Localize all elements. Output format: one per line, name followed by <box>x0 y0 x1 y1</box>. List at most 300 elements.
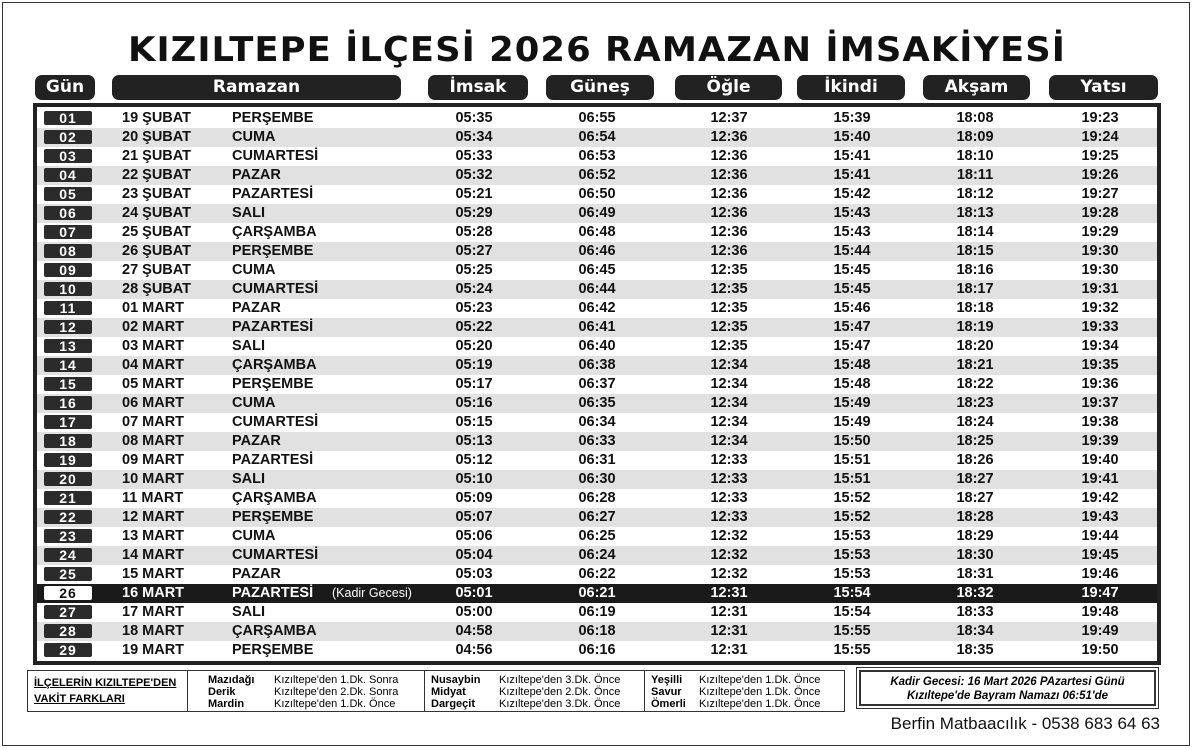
aksam-time: 18:33 <box>956 604 994 620</box>
yatsi-time: 19:34 <box>1081 338 1119 354</box>
page-title: KIZILTEPE İLÇESİ 2026 RAMAZAN İMSAKİYESİ <box>128 30 1066 70</box>
yatsi-time: 19:42 <box>1081 490 1119 506</box>
imsak-time: 05:24 <box>455 281 493 297</box>
ikindi-time: 15:44 <box>833 243 871 259</box>
row-weekday: PAZAR <box>232 167 281 183</box>
ikindi-time: 15:45 <box>833 262 871 278</box>
gunes-time: 06:25 <box>578 528 616 544</box>
imsak-time: 04:58 <box>455 623 493 639</box>
gunes-time: 06:19 <box>578 604 616 620</box>
row-weekday: CUMA <box>232 262 276 278</box>
diff-value: Kızıltepe'den 1.Dk. Önce <box>699 674 821 686</box>
yatsi-time: 19:48 <box>1081 604 1119 620</box>
day-number: 11 <box>44 301 92 315</box>
gunes-time: 06:34 <box>578 414 616 430</box>
ikindi-time: 15:40 <box>833 129 871 145</box>
ikindi-time: 15:49 <box>833 395 871 411</box>
imsak-time: 05:35 <box>455 110 493 126</box>
imsak-time: 05:17 <box>455 376 493 392</box>
diff-row <box>431 686 620 698</box>
ikindi-time: 15:54 <box>833 604 871 620</box>
row-weekday: PERŞEMBE <box>232 110 314 126</box>
diff-town: Mazıdağı <box>208 674 255 686</box>
table-row <box>37 299 1157 318</box>
imsak-time: 05:07 <box>455 509 493 525</box>
row-date: 05 MART <box>122 376 185 392</box>
table-row <box>37 603 1157 622</box>
ogle-time: 12:35 <box>710 281 748 297</box>
ikindi-time: 15:48 <box>833 357 871 373</box>
row-date: 17 MART <box>122 604 185 620</box>
aksam-time: 18:09 <box>956 129 994 145</box>
day-number: 03 <box>44 149 92 163</box>
header-ramazan: Ramazan <box>112 75 401 100</box>
table-row <box>37 508 1157 527</box>
imsak-time: 04:56 <box>455 642 493 658</box>
row-date: 19 MART <box>122 642 185 658</box>
aksam-time: 18:11 <box>956 167 994 183</box>
ogle-time: 12:35 <box>710 338 748 354</box>
row-weekday: PERŞEMBE <box>232 509 314 525</box>
gunes-time: 06:30 <box>578 471 616 487</box>
day-number: 15 <box>44 377 92 391</box>
gunes-time: 06:28 <box>578 490 616 506</box>
day-number: 25 <box>44 567 92 581</box>
row-date: 01 MART <box>122 300 185 316</box>
gunes-time: 06:52 <box>578 167 616 183</box>
aksam-time: 18:32 <box>956 585 994 601</box>
aksam-time: 18:13 <box>956 205 994 221</box>
yatsi-time: 19:43 <box>1081 509 1119 525</box>
table-row <box>37 223 1157 242</box>
imsak-time: 05:15 <box>455 414 493 430</box>
table-row <box>37 584 1157 603</box>
ogle-time: 12:36 <box>710 167 748 183</box>
table-row <box>37 527 1157 546</box>
aksam-time: 18:28 <box>956 509 994 525</box>
ikindi-time: 15:46 <box>833 300 871 316</box>
ogle-time: 12:35 <box>710 300 748 316</box>
table-row <box>37 413 1157 432</box>
yatsi-time: 19:50 <box>1081 642 1119 658</box>
row-date: 03 MART <box>122 338 185 354</box>
aksam-time: 18:08 <box>956 110 994 126</box>
diff-town: Mardin <box>208 698 245 710</box>
gunes-time: 06:54 <box>578 129 616 145</box>
diff-value: Kızıltepe'den 2.Dk. Önce <box>499 686 621 698</box>
ikindi-time: 15:42 <box>833 186 871 202</box>
aksam-time: 18:24 <box>956 414 994 430</box>
gunes-time: 06:35 <box>578 395 616 411</box>
diff-row <box>208 674 398 686</box>
yatsi-time: 19:33 <box>1081 319 1119 335</box>
imsak-time: 05:09 <box>455 490 493 506</box>
aksam-time: 18:27 <box>956 490 994 506</box>
row-date: 21 ŞUBAT <box>122 148 192 164</box>
imsak-time: 05:20 <box>455 338 493 354</box>
row-weekday: CUMARTESİ <box>232 148 319 164</box>
imsak-time: 05:13 <box>455 433 493 449</box>
day-number: 07 <box>44 225 92 239</box>
aksam-time: 18:25 <box>956 433 994 449</box>
yatsi-time: 19:49 <box>1081 623 1119 639</box>
day-number: 29 <box>44 643 92 657</box>
row-date: 22 ŞUBAT <box>122 167 192 183</box>
ikindi-time: 15:43 <box>833 224 871 240</box>
yatsi-time: 19:38 <box>1081 414 1119 430</box>
aksam-time: 18:22 <box>956 376 994 392</box>
yatsi-time: 19:37 <box>1081 395 1119 411</box>
aksam-time: 18:14 <box>956 224 994 240</box>
table-row <box>37 147 1157 166</box>
aksam-time: 18:31 <box>956 566 994 582</box>
gunes-time: 06:38 <box>578 357 616 373</box>
ikindi-time: 15:52 <box>833 509 871 525</box>
ogle-time: 12:32 <box>710 528 748 544</box>
row-weekday: CUMA <box>232 528 276 544</box>
diff-town: Derik <box>208 686 236 698</box>
diff-row <box>208 686 398 698</box>
row-weekday: PAZAR <box>232 300 281 316</box>
day-number: 05 <box>44 187 92 201</box>
gunes-time: 06:27 <box>578 509 616 525</box>
aksam-time: 18:20 <box>956 338 994 354</box>
ikindi-time: 15:45 <box>833 281 871 297</box>
table-row <box>37 432 1157 451</box>
aksam-time: 18:29 <box>956 528 994 544</box>
ogle-time: 12:32 <box>710 566 748 582</box>
row-date: 10 MART <box>122 471 185 487</box>
day-number: 06 <box>44 206 92 220</box>
imsak-time: 05:23 <box>455 300 493 316</box>
aksam-time: 18:34 <box>956 623 994 639</box>
yatsi-time: 19:23 <box>1081 110 1119 126</box>
row-weekday: ÇARŞAMBA <box>232 224 317 240</box>
table-row <box>37 242 1157 261</box>
gunes-time: 06:21 <box>578 585 616 601</box>
row-date: 23 ŞUBAT <box>122 186 192 202</box>
imsak-time: 05:27 <box>455 243 493 259</box>
day-number: 16 <box>44 396 92 410</box>
gunes-time: 06:24 <box>578 547 616 563</box>
ikindi-time: 15:53 <box>833 566 871 582</box>
gunes-time: 06:37 <box>578 376 616 392</box>
day-number: 18 <box>44 434 92 448</box>
table-row <box>37 261 1157 280</box>
row-date: 08 MART <box>122 433 185 449</box>
ogle-time: 12:35 <box>710 262 748 278</box>
day-number: 17 <box>44 415 92 429</box>
row-weekday: PERŞEMBE <box>232 376 314 392</box>
header-aksam: Akşam <box>923 75 1030 100</box>
day-number: 22 <box>44 510 92 524</box>
table-row <box>37 375 1157 394</box>
gunes-time: 06:18 <box>578 623 616 639</box>
table-row <box>37 565 1157 584</box>
row-weekday: CUMARTESİ <box>232 281 319 297</box>
differences-group-2 <box>431 674 620 710</box>
gunes-time: 06:45 <box>578 262 616 278</box>
gunes-time: 06:50 <box>578 186 616 202</box>
diff-row <box>208 698 398 710</box>
diff-town: Savur <box>651 686 682 698</box>
ogle-time: 12:31 <box>710 623 748 639</box>
day-number: 20 <box>44 472 92 486</box>
imsak-time: 05:12 <box>455 452 493 468</box>
column-divider <box>644 671 645 711</box>
table-row <box>37 451 1157 470</box>
row-weekday: SALI <box>232 205 266 221</box>
imsak-time: 05:21 <box>455 186 493 202</box>
row-date: 19 ŞUBAT <box>122 110 192 126</box>
row-weekday: ÇARŞAMBA <box>232 490 317 506</box>
day-number: 08 <box>44 244 92 258</box>
yatsi-time: 19:26 <box>1081 167 1119 183</box>
ikindi-time: 15:52 <box>833 490 871 506</box>
aksam-time: 18:30 <box>956 547 994 563</box>
aksam-time: 18:17 <box>956 281 994 297</box>
header-ikindi: İkindi <box>797 75 905 100</box>
row-weekday: ÇARŞAMBA <box>232 357 317 373</box>
yatsi-time: 19:46 <box>1081 566 1119 582</box>
diff-value: Kızıltepe'den 1.Dk. Önce <box>699 698 821 710</box>
ogle-time: 12:35 <box>710 319 748 335</box>
imsak-time: 05:32 <box>455 167 493 183</box>
gunes-time: 06:49 <box>578 205 616 221</box>
printer-credit: Berfin Matbaacılık - 0538 683 64 63 <box>890 714 1160 733</box>
row-weekday: CUMARTESİ <box>232 414 319 430</box>
header-gunes: Güneş <box>546 75 654 100</box>
yatsi-time: 19:24 <box>1081 129 1119 145</box>
ikindi-time: 15:41 <box>833 167 871 183</box>
imsak-time: 05:10 <box>455 471 493 487</box>
ikindi-time: 15:53 <box>833 547 871 563</box>
day-number: 09 <box>44 263 92 277</box>
ikindi-time: 15:43 <box>833 205 871 221</box>
ogle-time: 12:36 <box>710 205 748 221</box>
row-date: 13 MART <box>122 528 185 544</box>
aksam-time: 18:21 <box>956 357 994 373</box>
imsak-time: 05:03 <box>455 566 493 582</box>
row-weekday: CUMARTESİ <box>232 547 319 563</box>
row-weekday: PERŞEMBE <box>232 642 314 658</box>
row-weekday: PERŞEMBE <box>232 243 314 259</box>
ogle-time: 12:34 <box>710 433 748 449</box>
row-date: 02 MART <box>122 319 185 335</box>
ikindi-time: 15:55 <box>833 623 871 639</box>
table-row <box>37 318 1157 337</box>
yatsi-time: 19:36 <box>1081 376 1119 392</box>
diff-value: Kızıltepe'den 3.Dk. Önce <box>499 674 621 686</box>
diff-row <box>651 698 820 710</box>
imsak-time: 05:19 <box>455 357 493 373</box>
row-weekday: PAZAR <box>232 433 281 449</box>
row-date: 04 MART <box>122 357 185 373</box>
row-date: 12 MART <box>122 509 185 525</box>
ikindi-time: 15:55 <box>833 642 871 658</box>
aksam-time: 18:10 <box>956 148 994 164</box>
row-note: (Kadir Gecesi) <box>332 586 412 600</box>
day-number: 01 <box>44 111 92 125</box>
yatsi-time: 19:29 <box>1081 224 1119 240</box>
header-yatsi: Yatsı <box>1049 75 1158 100</box>
gunes-time: 06:55 <box>578 110 616 126</box>
ogle-time: 12:37 <box>710 110 748 126</box>
row-weekday: SALI <box>232 338 266 354</box>
diff-town: Yeşilli <box>651 674 683 686</box>
row-date: 15 MART <box>122 566 185 582</box>
gunes-time: 06:33 <box>578 433 616 449</box>
day-number: 21 <box>44 491 92 505</box>
table-row <box>37 546 1157 565</box>
diff-row <box>651 686 820 698</box>
imsak-time: 05:28 <box>455 224 493 240</box>
time-differences-box <box>27 670 845 712</box>
table-row <box>37 204 1157 223</box>
day-number: 26 <box>44 586 92 600</box>
ikindi-time: 15:39 <box>833 110 871 126</box>
gunes-time: 06:53 <box>578 148 616 164</box>
ogle-time: 12:36 <box>710 186 748 202</box>
yatsi-time: 19:39 <box>1081 433 1119 449</box>
day-number: 10 <box>44 282 92 296</box>
aksam-time: 18:16 <box>956 262 994 278</box>
diff-value: Kızıltepe'den 1.Dk. Önce <box>699 686 821 698</box>
day-number: 14 <box>44 358 92 372</box>
day-number: 04 <box>44 168 92 182</box>
row-date: 06 MART <box>122 395 185 411</box>
imsak-time: 05:04 <box>455 547 493 563</box>
aksam-time: 18:12 <box>956 186 994 202</box>
day-number: 13 <box>44 339 92 353</box>
ogle-time: 12:31 <box>710 604 748 620</box>
yatsi-time: 19:28 <box>1081 205 1119 221</box>
ikindi-time: 15:50 <box>833 433 871 449</box>
imsak-time: 05:22 <box>455 319 493 335</box>
gunes-time: 06:31 <box>578 452 616 468</box>
table-row <box>37 337 1157 356</box>
aksam-time: 18:35 <box>956 642 994 658</box>
day-number: 02 <box>44 130 92 144</box>
row-weekday: ÇARŞAMBA <box>232 623 317 639</box>
table-row <box>37 394 1157 413</box>
row-weekday: PAZAR <box>232 566 281 582</box>
yatsi-time: 19:32 <box>1081 300 1119 316</box>
ogle-time: 12:33 <box>710 509 748 525</box>
imsak-time: 05:16 <box>455 395 493 411</box>
row-date: 11 MART <box>122 490 184 506</box>
diff-town: Ömerli <box>651 698 686 710</box>
kadir-note-line2: Kızıltepe'de Bayram Namazı 06:51'de <box>906 690 1109 702</box>
aksam-time: 18:18 <box>956 300 994 316</box>
diff-town: Nusaybin <box>431 674 481 686</box>
aksam-time: 18:19 <box>956 319 994 335</box>
header-ogle: Öğle <box>675 75 782 100</box>
ogle-time: 12:33 <box>710 490 748 506</box>
header-imsak: İmsak <box>428 75 528 100</box>
ogle-time: 12:36 <box>710 243 748 259</box>
row-weekday: PAZARTESİ <box>232 585 314 601</box>
yatsi-time: 19:45 <box>1081 547 1119 563</box>
ogle-time: 12:34 <box>710 357 748 373</box>
row-weekday: PAZARTESİ <box>232 319 314 335</box>
ogle-time: 12:31 <box>710 642 748 658</box>
ogle-time: 12:33 <box>710 471 748 487</box>
table-row <box>37 641 1157 660</box>
ogle-time: 12:36 <box>710 148 748 164</box>
ikindi-time: 15:47 <box>833 338 871 354</box>
row-date: 28 ŞUBAT <box>122 281 192 297</box>
ogle-time: 12:34 <box>710 414 748 430</box>
row-weekday: PAZARTESİ <box>232 452 314 468</box>
yatsi-time: 19:30 <box>1081 243 1119 259</box>
diff-row <box>431 698 620 710</box>
table-row <box>37 280 1157 299</box>
day-number: 24 <box>44 548 92 562</box>
diff-value: Kızıltepe'den 1.Dk. Önce <box>274 698 396 710</box>
yatsi-time: 19:25 <box>1081 148 1119 164</box>
gunes-time: 06:16 <box>578 642 616 658</box>
row-date: 14 MART <box>122 547 185 563</box>
yatsi-time: 19:30 <box>1081 262 1119 278</box>
diff-town: Dargeçit <box>431 698 476 710</box>
ogle-time: 12:34 <box>710 376 748 392</box>
diff-value: Kızıltepe'den 3.Dk. Önce <box>499 698 621 710</box>
yatsi-time: 19:47 <box>1081 585 1119 601</box>
differences-group-1 <box>208 674 398 710</box>
ogle-time: 12:31 <box>710 585 748 601</box>
gunes-time: 06:46 <box>578 243 616 259</box>
day-number: 23 <box>44 529 92 543</box>
ikindi-time: 15:48 <box>833 376 871 392</box>
row-date: 27 ŞUBAT <box>122 262 192 278</box>
row-weekday: CUMA <box>232 129 276 145</box>
yatsi-time: 19:31 <box>1081 281 1119 297</box>
diff-value: Kızıltepe'den 2.Dk. Sonra <box>274 686 399 698</box>
gunes-time: 06:44 <box>578 281 616 297</box>
row-date: 24 ŞUBAT <box>122 205 192 221</box>
imsak-time: 05:00 <box>455 604 493 620</box>
diff-value: Kızıltepe'den 1.Dk. Sonra <box>274 674 399 686</box>
gunes-time: 06:48 <box>578 224 616 240</box>
table-row <box>37 166 1157 185</box>
table-row <box>37 128 1157 147</box>
gunes-time: 06:40 <box>578 338 616 354</box>
row-date: 25 ŞUBAT <box>122 224 192 240</box>
ogle-time: 12:36 <box>710 129 748 145</box>
ikindi-time: 15:47 <box>833 319 871 335</box>
imsak-time: 05:01 <box>455 585 493 601</box>
differences-group-3 <box>651 674 820 710</box>
day-number: 12 <box>44 320 92 334</box>
table-row <box>37 489 1157 508</box>
yatsi-time: 19:35 <box>1081 357 1119 373</box>
day-number: 27 <box>44 605 92 619</box>
row-weekday: SALI <box>232 604 266 620</box>
header-gun: Gün <box>35 75 95 100</box>
row-date: 16 MART <box>122 585 185 601</box>
imsak-time: 05:33 <box>455 148 493 164</box>
ikindi-time: 15:51 <box>833 452 871 468</box>
row-date: 07 MART <box>122 414 185 430</box>
yatsi-time: 19:44 <box>1081 528 1119 544</box>
row-date: 26 ŞUBAT <box>122 243 192 259</box>
column-divider <box>424 671 425 711</box>
aksam-time: 18:15 <box>956 243 994 259</box>
ikindi-time: 15:41 <box>833 148 871 164</box>
row-date: 18 MART <box>122 623 185 639</box>
aksam-time: 18:27 <box>956 471 994 487</box>
